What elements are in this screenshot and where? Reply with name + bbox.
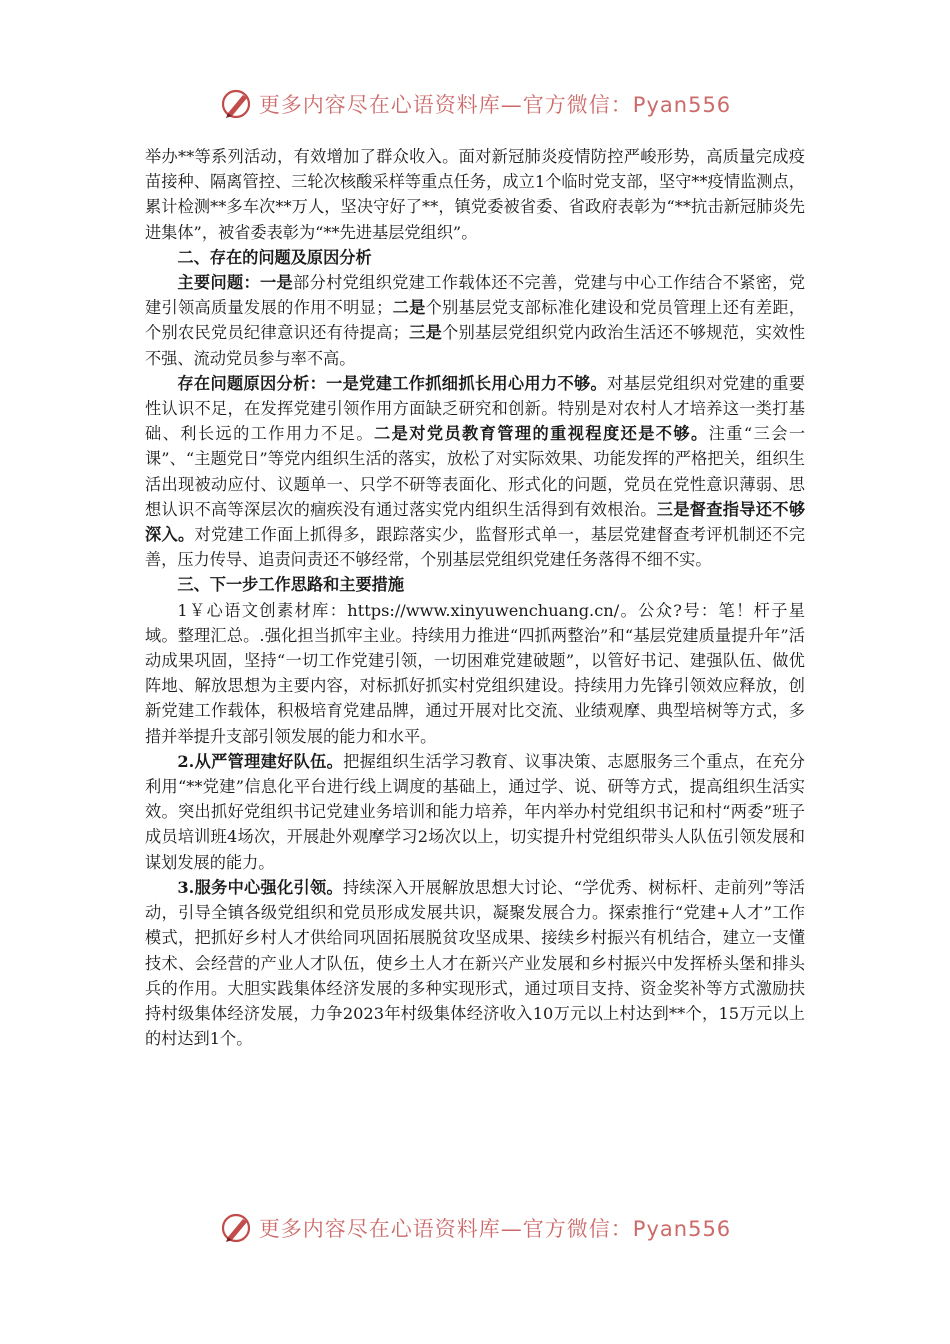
document-body	[145, 144, 805, 1051]
watermark-text: 更多内容尽在心语资料库—官方微信：Pyan556	[258, 1217, 732, 1241]
paragraph: 1￥心语文创素材库：https://www.xinyuwenchuang.cn/。公众?号：笔！杆子星域。整理汇总。.强化担当抓牢主业。持续用力推进“四抓两整治”和“基层党建质量提升年”活动成果巩固，坚持“一切工作党建引领，一切困难党建破题”，以管好书记、建强队伍、做优阵地、解放思想为主要内容，对标抓好抓实村党组织建设。持续用力先锋引领效应释放，创新党建工作载体，积极培育党建品牌，通过开展对比交流、业绩观摩、典型培树等方式，多措并举提升支部引领发展的能力和水平。	[145, 600, 805, 746]
pen-logo-icon	[219, 86, 255, 122]
section-heading: 三、下一步工作思路和主要措施	[177, 575, 405, 595]
watermark-banner-bottom	[0, 1208, 950, 1248]
paragraph: 举办**等系列活动，有效增加了群众收入。面对新冠肺炎疫情防控严峻形势，高质量完成疫苗接种、隔离管控、三轮次核酸采样等重点任务，成立1个临时党支部，坚守**疫情监测点，累计检测**多车次**万人，坚决守好了**，镇党委被省委、省政府表彰为“**抗击新冠肺炎先进集体”，被省委表彰为“**先进基层党组织”。	[145, 147, 805, 242]
watermark-text: 更多内容尽在心语资料库—官方微信：Pyan556	[258, 93, 732, 117]
section-heading: 二、存在的问题及原因分析	[177, 247, 372, 267]
pen-logo-icon	[219, 1210, 255, 1246]
paragraph: 3.服务中心强化引领。持续深入开展解放思想大讨论、“学优秀、树标杆、走前列”等活动，引导全镇各级党组织和党员形成发展共识，凝聚发展合力。探索推行“党建+人才”工作模式，把抓好乡村人才供给同巩固拓展脱贫攻坚成果、接续乡村振兴有机结合，建立一支懂技术、会经营的产业人才队伍，使乡土人才在新兴产业发展和乡村振兴中发挥桥头堡和排头兵的作用。大胆实践集体经济发展的多种实现形式，通过项目支持、资金奖补等方式激励扶持村级集体经济发展，力争2023年村级集体经济收入10万元以上村达到**个，15万元以上的村达到1个。	[145, 877, 805, 1049]
paragraph: 2.从严管理建好队伍。把握组织生活学习教育、议事决策、志愿服务三个重点，在充分利用“**党建”信息化平台进行线上调度的基础上，通过学、说、研等方式，提高组织生活实效。突出抓好党组织书记党建业务培训和能力培养，年内举办村党组织书记和村“两委”班子成员培训班4场次，开展赴外观摩学习2场次以上，切实提升村党组织带头人队伍引领发展和谋划发展的能力。	[145, 751, 805, 872]
watermark-banner-top	[0, 84, 950, 124]
paragraph: 存在问题原因分析：一是党建工作抓细抓长用心用力不够。对基层党组织对党建的重要性认识不足，在发挥党建引领作用方面缺乏研究和创新。特别是对农村人才培养这一类打基础、利长远的工作用力不足。二是对党员教育管理的重视程度还是不够。注重“三会一课”、“主题党日”等党内组织生活的落实，放松了对实际效果、功能发挥的严格把关，组织生活出现被动应付、议题单一、只学不研等表面化、形式化的问题，党员在党性意识薄弱、思想认识不高等深层次的痼疾没有通过落实党内组织生活得到有效根治。三是督查指导还不够深入。对党建工作面上抓得多，跟踪落实少，监督形式单一，基层党建督查考评机制还不完善，压力传导、追责问责还不够经常，个别基层党组织党建任务落得不细不实。	[145, 373, 806, 570]
paragraph: 主要问题：一是部分村党组织党建工作载体还不完善，党建与中心工作结合不紧密，党建引领高质量发展的作用不明显；二是个别基层党支部标准化建设和党员管理上还有差距，个别农民党员纪律意识还有待提高；三是个别基层党组织党内政治生活还不够规范，实效性不强、流动党员参与率不高。	[145, 273, 806, 368]
